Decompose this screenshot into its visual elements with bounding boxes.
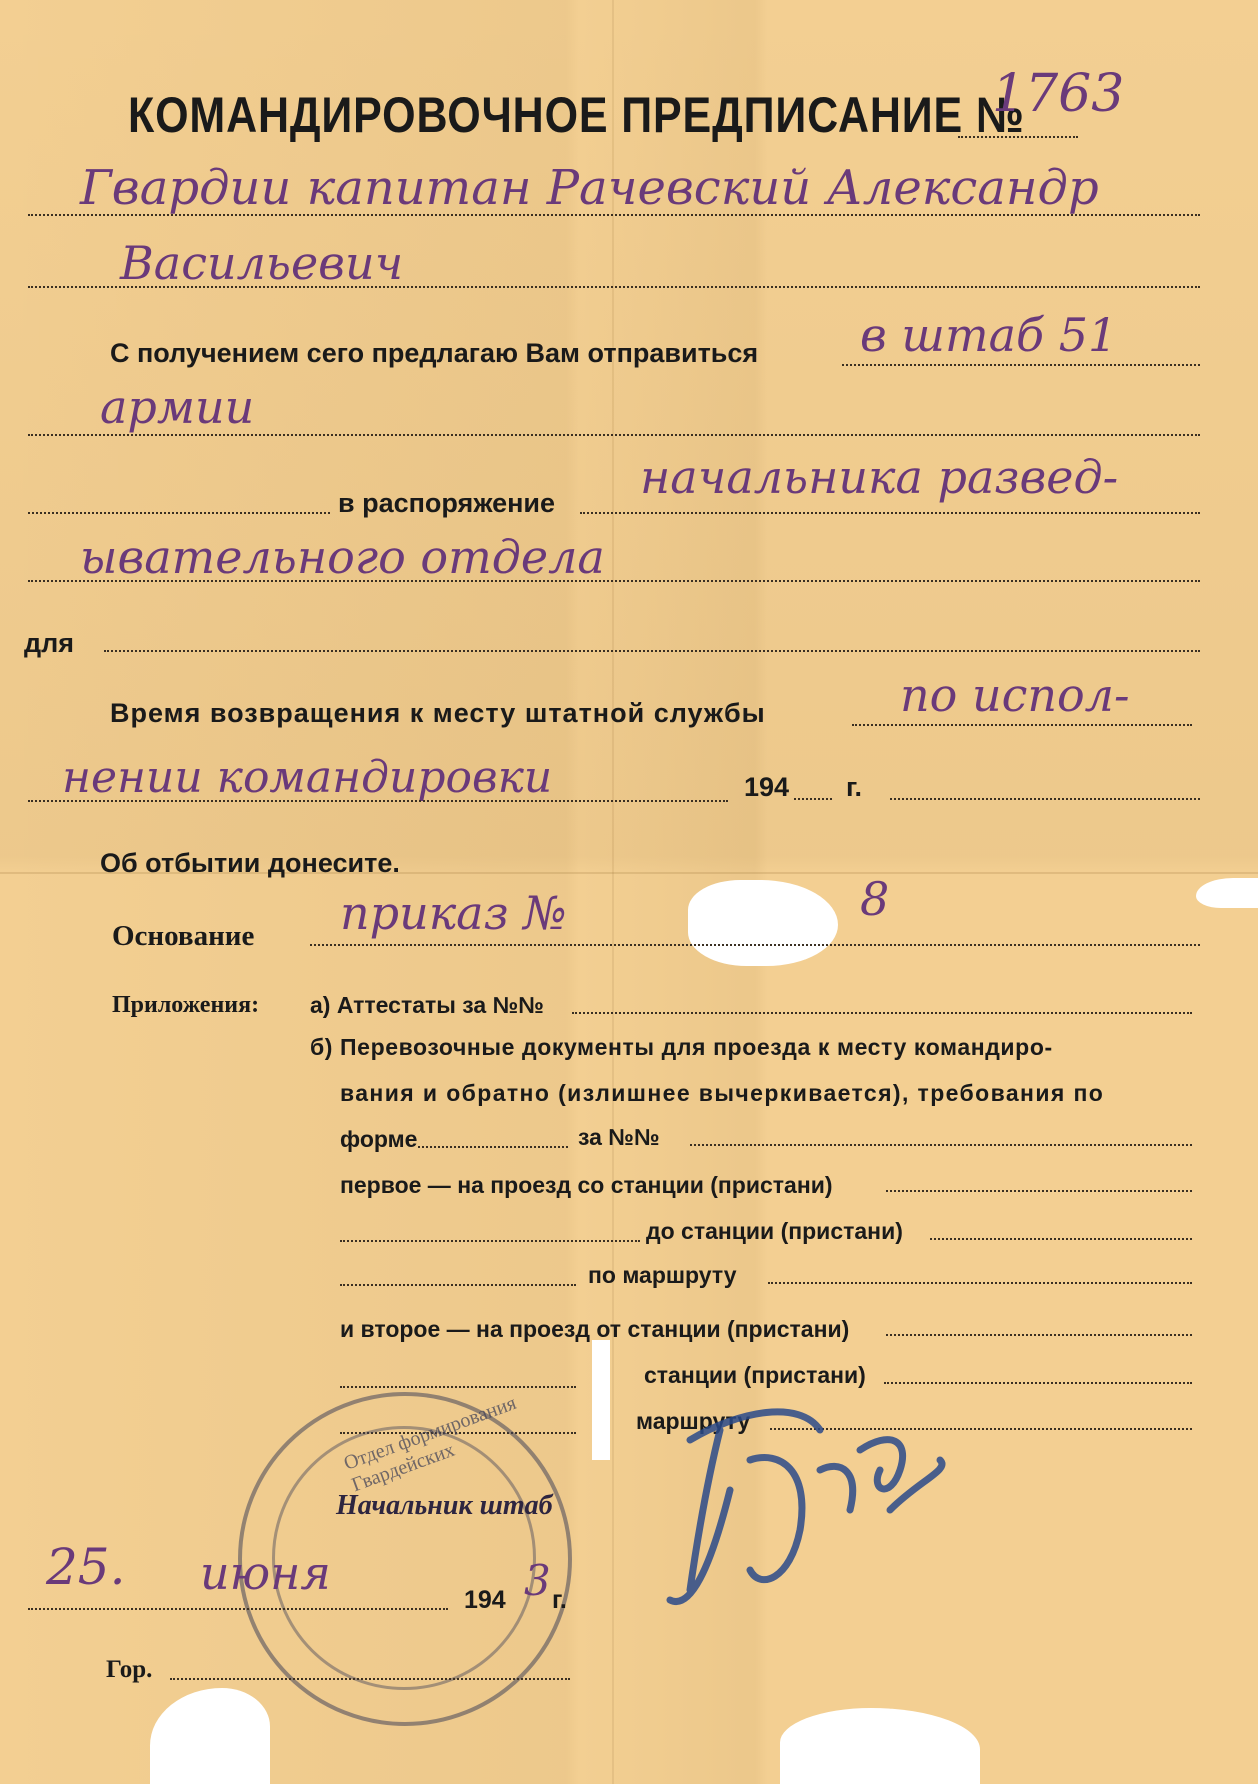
paper-tear-bottom-right: [780, 1708, 980, 1784]
return-tail-dots: [890, 798, 1200, 800]
paper-tear-strip: [592, 1340, 610, 1460]
disposal-label: в распоряжение: [338, 488, 556, 518]
chief-of-staff-label: Начальник штаб: [336, 1490, 553, 1521]
return-dots: [852, 724, 1192, 726]
city-dots: [170, 1678, 570, 1680]
destination-2: армии: [100, 380, 255, 434]
disposal-dots-2: [28, 580, 1200, 582]
date-year-prefix: 194: [464, 1586, 506, 1614]
attachment-b-line-1: б) Перевозочные документы для проезда к месту командиро-: [310, 1034, 1053, 1060]
return-label: Время возвращения к месту штатной службы: [110, 698, 766, 728]
second-travel-to: станции (пристани): [644, 1362, 866, 1388]
second-route: маршруту: [636, 1408, 751, 1434]
basis-dots: [310, 944, 1200, 946]
destination-dots: [28, 434, 1200, 436]
attachments-label: Приложения:: [112, 992, 260, 1018]
first-travel-from-dots: [886, 1190, 1192, 1192]
return-dots-2: [28, 800, 728, 802]
city-label: Гор.: [106, 1656, 153, 1683]
addressee-line-1: Гвардии капитан Рачевский Александр: [80, 160, 1099, 216]
addressee-dots-2: [28, 286, 1200, 288]
basis-label: Основание: [112, 920, 255, 952]
attachment-b-numbers-dots: [690, 1144, 1192, 1146]
date-day: 25.: [46, 1538, 126, 1596]
report-label: Об отбытии донесите.: [100, 848, 400, 878]
paper-tear-right-edge: [1196, 878, 1258, 908]
attachment-b-line-2: вания и обратно (излишнее вычеркивается), требования по: [340, 1080, 1105, 1106]
second-travel-from: и второе — на проезд от станции (пристани): [340, 1316, 850, 1342]
paper-tear-middle: [688, 880, 838, 966]
paper-tear-bottom-left: [150, 1688, 270, 1784]
date-month: июня: [200, 1546, 331, 1600]
second-travel-from-dots: [886, 1334, 1192, 1336]
basis-handwritten: приказ №: [340, 886, 567, 940]
first-travel-from: первое — на проезд со станции (пристани): [340, 1172, 833, 1198]
document-number: 1763: [992, 64, 1125, 124]
basis-handwritten-tail: 8: [860, 872, 890, 926]
addressee-line-2: Васильевич: [120, 236, 404, 290]
number-line: [958, 136, 1078, 138]
disposal-handwritten-1: начальника развед-: [640, 450, 1119, 504]
go-to-dots: [842, 364, 1200, 366]
attachment-a-dots: [572, 1012, 1192, 1014]
disposal-handwritten-2: ывательного отдела: [80, 530, 605, 584]
first-route: по маршруту: [588, 1262, 737, 1288]
return-year-prefix: 194: [744, 772, 790, 802]
attachment-b-form: форме: [340, 1126, 418, 1152]
return-handwritten-1: по испол-: [900, 668, 1130, 722]
date-year-suffix: г.: [552, 1586, 567, 1614]
document-title: КОМАНДИРОВОЧНОЕ ПРЕДПИСАНИЕ №: [128, 87, 1025, 143]
return-handwritten-2: нении командировки: [62, 752, 553, 803]
return-year-dots: [794, 798, 832, 800]
disposal-dots-left: [28, 512, 330, 514]
official-seal-text: Отдел формирования Гвардейских: [340, 1391, 520, 1497]
signature: [650, 1370, 970, 1670]
date-dots: [28, 1608, 448, 1610]
attachment-a: а) Аттестаты за №№: [310, 992, 544, 1018]
date-year-digit: 3: [524, 1556, 551, 1605]
addressee-dots-1: [28, 214, 1200, 216]
attachment-b-form-dots: [418, 1146, 568, 1148]
first-route-dots-left: [340, 1284, 576, 1286]
first-route-dots-right: [768, 1282, 1192, 1284]
destination-1: в штаб 51: [860, 308, 1118, 362]
disposal-dots-right: [580, 512, 1200, 514]
fold-crease-vertical: [612, 0, 614, 1784]
first-travel-to-dots-right: [930, 1238, 1192, 1240]
return-year-suffix: г.: [846, 772, 863, 802]
attachment-b-numbers: за №№: [578, 1124, 660, 1150]
first-travel-to: до станции (пристани): [646, 1218, 903, 1244]
go-to-label: С получением сего предлагаю Вам отправиться: [110, 338, 759, 368]
for-dots: [104, 650, 1200, 652]
for-label: для: [24, 628, 75, 658]
first-travel-to-dots-left: [340, 1240, 640, 1242]
